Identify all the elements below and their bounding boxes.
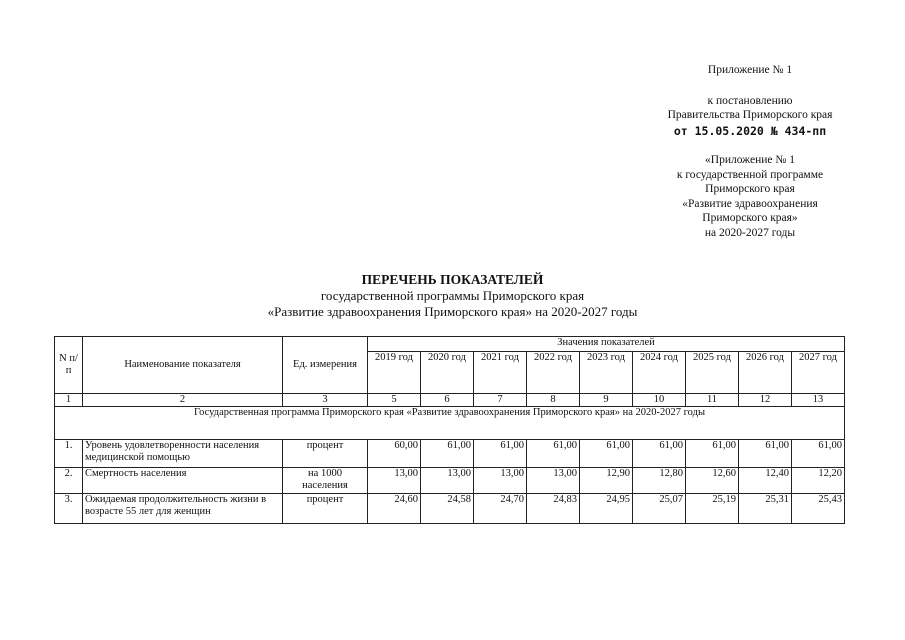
row-num: 3. [55, 494, 83, 524]
header-year: 2024 год [633, 352, 686, 394]
row-value: 24,70 [474, 494, 527, 524]
row-value: 24,95 [580, 494, 633, 524]
row-value: 61,00 [527, 440, 580, 468]
row-unit: процент [283, 494, 368, 524]
table-row [55, 468, 845, 494]
row-value: 13,00 [421, 468, 474, 494]
row-num: 2. [55, 468, 83, 494]
column-number: 12 [739, 394, 792, 407]
header-num: N п/п [55, 337, 83, 394]
header-year: 2021 год [474, 352, 527, 394]
row-value: 25,43 [792, 494, 845, 524]
row-value: 12,60 [686, 468, 739, 494]
row-name: Уровень удовлетворенности населения медицинской помощью [83, 440, 283, 468]
row-value: 61,00 [686, 440, 739, 468]
header-year: 2025 год [686, 352, 739, 394]
table-row [55, 494, 845, 524]
header-year: 2026 год [739, 352, 792, 394]
column-number: 6 [421, 394, 474, 407]
table-row [55, 440, 845, 468]
row-value: 13,00 [474, 468, 527, 494]
row-value: 61,00 [421, 440, 474, 468]
row-value: 25,31 [739, 494, 792, 524]
column-number: 9 [580, 394, 633, 407]
header-year: 2020 год [421, 352, 474, 394]
program-line: Приморского края [705, 183, 795, 195]
column-number-row [55, 394, 845, 407]
row-value: 61,00 [580, 440, 633, 468]
appendix-title: Приложение № 1 [707, 64, 793, 76]
row-value: 25,07 [633, 494, 686, 524]
row-value: 61,00 [739, 440, 792, 468]
column-number: 1 [55, 394, 83, 407]
row-value: 61,00 [633, 440, 686, 468]
column-number: 13 [792, 394, 845, 407]
heading-subtitle-2: «Развитие здравоохранения Приморского края» на 2020-2027 годы [267, 304, 638, 319]
header-name: Наименование показателя [83, 337, 283, 394]
row-value: 60,00 [368, 440, 421, 468]
row-value: 24,60 [368, 494, 421, 524]
header-unit: Ед. измерения [283, 337, 368, 394]
row-value: 12,20 [792, 468, 845, 494]
row-value: 61,00 [474, 440, 527, 468]
column-number: 3 [283, 394, 368, 407]
header-year: 2027 год [792, 352, 845, 394]
program-line: Приморского края» [702, 212, 798, 224]
section-row [55, 407, 845, 440]
header-year: 2019 год [368, 352, 421, 394]
row-name: Ожидаемая продолжительность жизни в возрасте 55 лет для женщин [83, 494, 283, 524]
column-number: 11 [686, 394, 739, 407]
program-line: «Развитие здравоохранения [682, 197, 818, 210]
row-value: 12,40 [739, 468, 792, 494]
column-number: 8 [527, 394, 580, 407]
heading-title: ПЕРЕЧЕНЬ ПОКАЗАТЕЛЕЙ [361, 272, 544, 287]
column-number: 7 [474, 394, 527, 407]
row-value: 13,00 [368, 468, 421, 494]
heading-subtitle: государственной программы Приморского края [320, 288, 585, 303]
appendix-government: Правительства Приморского края [667, 109, 833, 121]
indicators-table [54, 336, 845, 524]
row-unit: на 1000 населения [283, 468, 368, 494]
program-line: на 2020-2027 годы [704, 226, 796, 239]
section-title: Государственная программа Приморского края «Развитие здравоохранения Приморского края» на 2020-2027 годы [55, 407, 845, 440]
appendix-to: к постановлению [707, 95, 793, 107]
row-value: 24,58 [421, 494, 474, 524]
header-row [55, 337, 845, 352]
row-value: 13,00 [527, 468, 580, 494]
row-value: 12,80 [633, 468, 686, 494]
row-value: 61,00 [792, 440, 845, 468]
document-heading [0, 272, 905, 320]
program-appendix [620, 153, 880, 240]
row-value: 24,83 [527, 494, 580, 524]
row-name: Смертность населения [83, 468, 283, 494]
row-value: 25,19 [686, 494, 739, 524]
appendix-date-stamp: от 15.05.2020 № 434-пп [673, 124, 827, 138]
row-unit: процент [283, 440, 368, 468]
header-values: Значения показателей [368, 337, 845, 352]
header-year: 2022 год [527, 352, 580, 394]
row-value: 12,90 [580, 468, 633, 494]
row-num: 1. [55, 440, 83, 468]
column-number: 2 [83, 394, 283, 407]
column-number: 10 [633, 394, 686, 407]
program-line: «Приложение № 1 [705, 154, 795, 166]
program-line: к государственной программе [676, 168, 824, 181]
header-year: 2023 год [580, 352, 633, 394]
column-number: 5 [368, 394, 421, 407]
